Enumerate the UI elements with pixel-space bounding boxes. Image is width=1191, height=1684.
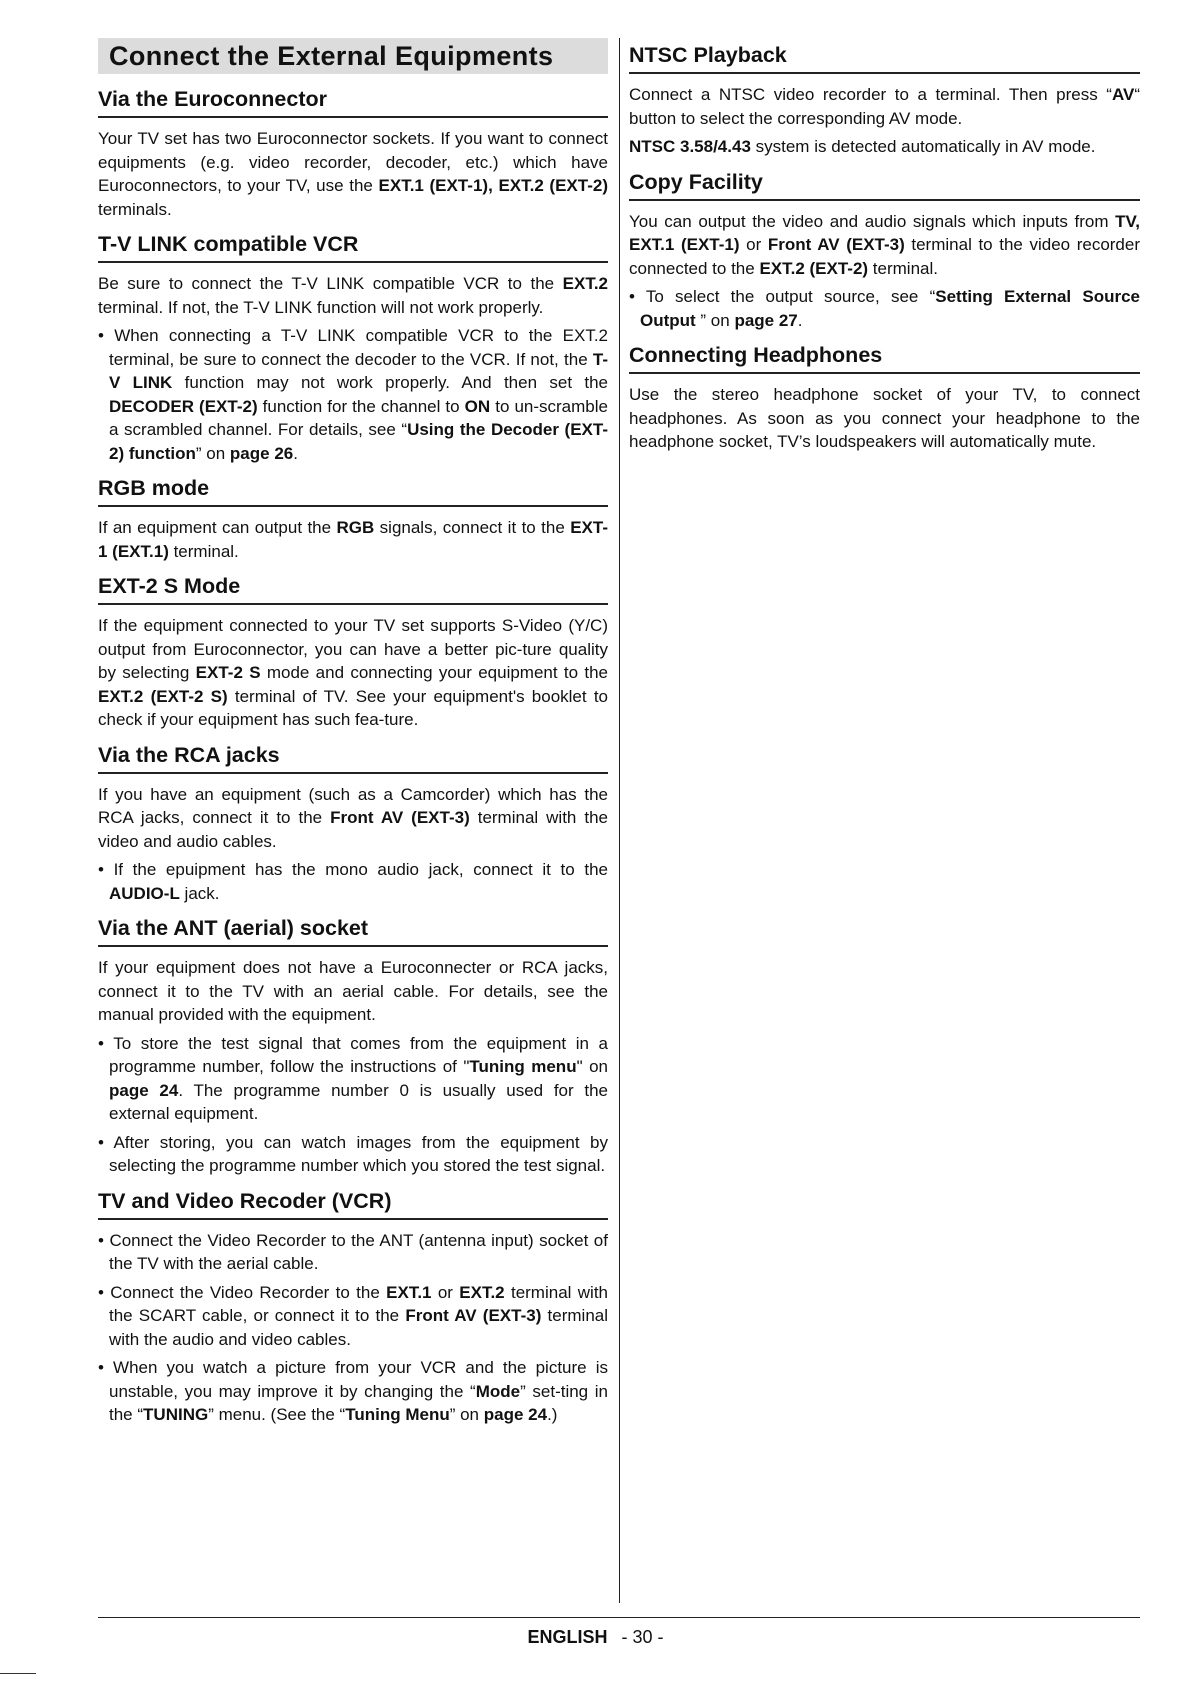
paragraph: If you have an equipment (such as a Camcorder) which has the RCA jacks, connect it to the Front AV (EXT-3) terminal with the video and audio cables. [98,784,608,851]
section-heading: NTSC Playback [629,38,1140,74]
section-heading: EXT-2 S Mode [98,569,608,605]
paragraph: NTSC 3.58/4.43 system is detected automatically in AV mode. [629,137,1096,156]
column-divider [619,38,620,1603]
section-heading: Via the RCA jacks [98,738,608,774]
page-number: - 30 - [621,1627,664,1647]
section-rca-jacks [98,738,608,906]
section-ntsc-playback [629,38,1140,159]
right-column [629,38,1140,460]
paragraph: If your equipment does not have a Euroconnecter or RCA jacks, connect it to the TV with an aerial cable. For details, see the manual provided with the equipment. [98,958,608,1024]
footer-language: ENGLISH [527,1627,608,1647]
page-title: Connect the External Equipments [98,38,608,74]
section-heading: T-V LINK compatible VCR [98,227,608,263]
left-column [98,38,608,1433]
paragraph: Your TV set has two Euroconnector sockets. If you want to connect equipments (e.g. video recorder, decoder, etc.) which have Euroconnectors, to your TV, use the EXT.1 (EXT-1), EXT.2 (EXT-2) terminals. [98,129,608,219]
paragraph: Be sure to connect the T-V LINK compatible VCR to the EXT.2 terminal. If not, the T-V LINK function will not work properly. [98,274,608,317]
section-tv-and-vcr [98,1184,608,1427]
paragraph: Connect a NTSC video recorder to a terminal. Then press “AV“ button to select the corresponding AV mode. [629,85,1140,128]
list-item: • When you watch a picture from your VCR and the picture is unstable, you may improve it by changing the “Mode” set-ting in the “TUNING” menu. (See the “Tuning Menu” on page 24.) [98,1358,608,1424]
bullet-list [629,285,1140,332]
section-headphones [629,338,1140,454]
paragraph: If the equipment connected to your TV set supports S-Video (Y/C) output from Euroconnector, you can have a better pic-ture quality by selecting EXT-2 S mode and connecting your equipment to the EXT.2 (EXT-2 S) terminal of TV. See your equipment's booklet to check if your equipment has such fea-ture. [98,616,609,729]
section-heading: Via the ANT (aerial) socket [98,911,608,947]
list-item: • After storing, you can watch images from the equipment by selecting the programme number which you stored the test signal. [98,1132,608,1175]
list-item: • To store the test signal that comes from the equipment in a programme number, follow the instructions of "Tuning menu" on page 24. The programme number 0 is usually used for the external equipment. [98,1033,609,1123]
bullet-list [98,324,608,465]
list-item: • If the epuipment has the mono audio jack, connect it to the AUDIO-L jack. [98,860,608,903]
section-heading: TV and Video Recoder (VCR) [98,1184,608,1220]
paragraph: Use the stereo headphone socket of your TV, to connect headphones. As soon as you connect your headphone to the headphone socket, TV’s loudspeakers will automatically mute. [629,385,1140,451]
section-heading: Copy Facility [629,165,1140,201]
bullet-list [98,1032,608,1178]
section-tv-link [98,227,608,465]
section-rgb-mode [98,471,608,563]
section-euroconnector [98,82,608,221]
list-item: • When connecting a T-V LINK compatible VCR to the EXT.2 terminal, be sure to connect the decoder to the VCR. If not, the T-V LINK function may not work properly. And then set the DECODER (EXT-2) function for the channel to ON to un-scramble a scrambled channel. For details, see “Using the Decoder (EXT-2) function” on page 26. [98,326,608,463]
section-copy-facility [629,165,1140,333]
crop-mark [0,1673,36,1674]
bullet-list [98,858,608,905]
list-item: • Connect the Video Recorder to the EXT.1 or EXT.2 terminal with the SCART cable, or connect it to the Front AV (EXT-3) terminal with the audio and video cables. [98,1282,609,1349]
footer-divider [98,1617,1140,1618]
list-item: • To select the output source, see “Setting External Source Output ” on page 27. [629,287,1140,330]
list-item: • Connect the Video Recorder to the ANT (antenna input) socket of the TV with the aerial cable. [98,1230,608,1273]
section-heading: Via the Euroconnector [98,82,608,118]
section-heading: RGB mode [98,471,608,507]
section-heading: Connecting Headphones [629,338,1140,374]
page-footer [0,1627,1191,1648]
paragraph: You can output the video and audio signals which inputs from TV, EXT.1 (EXT-1) or Front AV (EXT-3) terminal to the video recorder connected to the EXT.2 (EXT-2) terminal. [629,211,1141,278]
bullet-list [98,1229,608,1427]
paragraph: If an equipment can output the RGB signals, connect it to the EXT-1 (EXT.1) terminal. [98,518,608,561]
section-ant-socket [98,911,608,1178]
section-ext2-s-mode [98,569,608,732]
